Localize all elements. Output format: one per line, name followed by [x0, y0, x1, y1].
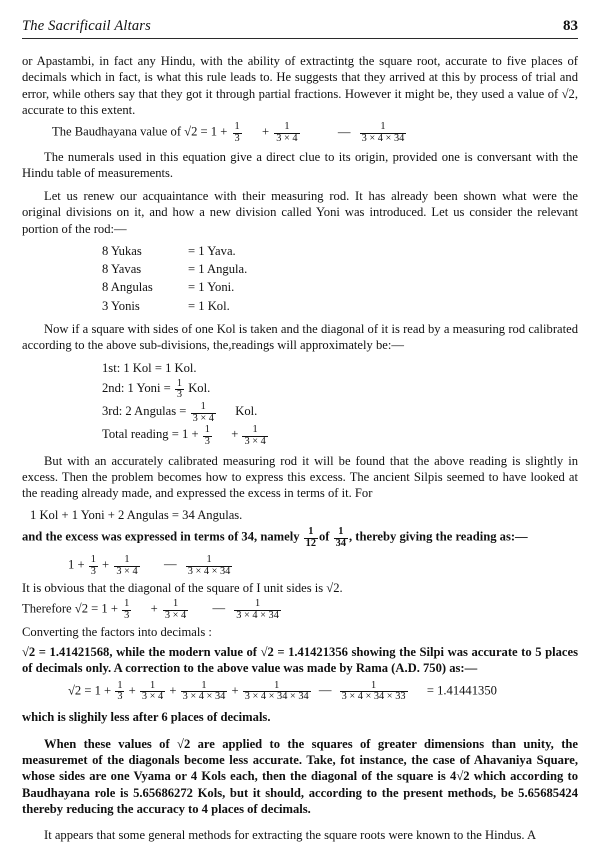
paragraph-1: or Apastambi, in fact any Hindu, with the ability of extractintg the square root, accurate to five places of decimals which in fact, is what this rule leads to. He suggests that they arrived at this by process of trial and error, while others say that they got it through partial fractions. However it might be, they used a value of √2, accurate to this extent.	[22, 54, 578, 118]
table-row	[22, 278, 578, 296]
fraction-one-over-3x4: $\frac{1}{3 \times 4}$	[141, 679, 164, 703]
rod-equivalent: = 1 Yava.	[188, 243, 236, 258]
minus-sign-2: —	[163, 557, 177, 572]
rod-equivalent: = 1 Kol.	[188, 298, 230, 313]
paragraph-15: It appears that some general methods for extracting the square roots were known to the Hindus. A	[44, 828, 537, 843]
paragraph-7: 1 Kol + 1 Yoni + 2 Angulas = 34 Angulas.	[30, 507, 243, 522]
fraction-one-third: $\frac{1}{3}$	[204, 423, 210, 447]
table-row	[22, 297, 578, 315]
fraction-one-over-3x4x34: $\frac{1}{3 \times 4 \times 34}$	[187, 553, 231, 577]
measuring-rod-table	[22, 242, 578, 315]
reading-2-prefix: 2nd: 1 Yoni =	[102, 381, 171, 396]
plus-sign-8: +	[231, 683, 239, 698]
therefore-equation	[22, 599, 578, 622]
reading-3-prefix: 3rd: 2 Angulas =	[102, 404, 187, 419]
reading-expression	[22, 555, 578, 578]
reading-2	[22, 378, 578, 401]
paragraph-8	[22, 527, 578, 550]
excess-text-b: of	[319, 529, 330, 544]
fraction-one-third: $\frac{1}{3}$	[176, 377, 183, 401]
fraction-one-over-3x4: $\frac{1}{3 \times 4}$	[164, 597, 187, 621]
page-number: 83	[563, 18, 578, 34]
page-header	[22, 18, 578, 39]
rama-prefix: √2 = 1 +	[68, 683, 112, 698]
paragraph-6: But with an accurately calibrated measuring rod it will be found that the above reading is slightly in excess. Then the problem becomes how to express this excess. The ancient Silpis seemed to have looked at the reading already made, and expressed the excess in terms of it. For	[22, 453, 578, 501]
fraction-one-third: $\frac{1}{3}$	[124, 597, 130, 621]
fraction-one-over-3x4x34x34: $\frac{1}{3 \times 4 \times 34 \times 34}$	[244, 679, 309, 703]
rod-quantity: 8 Yavas	[102, 262, 142, 277]
paragraph-14: When these values of √2 are applied to the squares of greater dimensions than unity, the measuremet of the diagonals become less accurate. Take, fot instance, the case of Ahavaniya Square, whose sides are one Vyama or 4 Kols each, then the diagonal of the square is 4√2 which according to Baudhayana role is 5.65686272 Kols, but it should, according to the present methods, be 5.65685424 thereby reducing the accuracy to 4 places of decimals.	[22, 736, 578, 817]
rama-result: = 1.41441350	[426, 683, 497, 698]
fraction-one-over-3x4x34: $\frac{1}{3 \times 4 \times 34}$	[182, 679, 226, 703]
fraction-one-over-3x4: $\frac{1}{3 \times 4}$	[192, 400, 214, 424]
paragraph-9: It is obvious that the diagonal of the square of I unit sides is √2.	[22, 581, 343, 596]
paragraph-3: The numerals used in this equation give a direct clue to its origin, provided one is conversant with the Hindu table of measurements.	[22, 150, 578, 181]
minus-sign-4: —	[318, 683, 332, 698]
plus-sign-4: +	[102, 557, 110, 572]
reading-total	[22, 424, 578, 447]
excess-text-c: , thereby giving the reading as:—	[348, 529, 528, 544]
rod-equivalent: = 1 Angula.	[188, 262, 248, 277]
fraction-one-over-3x4x34: $\frac{1}{3 \times 4 \times 34}$	[236, 597, 279, 621]
reading-1: 1st: 1 Kol = 1 Kol.	[102, 360, 197, 375]
minus-sign-1: —	[337, 124, 351, 139]
paragraph-5: Now if a square with sides of one Kol is taken and the diagonal of it is read by a measuring rod calibrated according to the above sub-divisions, the,readings will approximately be:—	[22, 321, 578, 353]
plus-sign-7: +	[169, 683, 177, 698]
rod-quantity: 8 Yukas	[102, 243, 142, 258]
fraction-one-over-3x4: $\frac{1}{3 \times 4}$	[244, 423, 266, 447]
fraction-one-twelfth: $\frac{1}{12}$	[305, 526, 316, 549]
rod-quantity: 3 Yonis	[102, 298, 140, 313]
table-row	[22, 260, 578, 278]
fraction-one-third: $\frac{1}{3}$	[90, 553, 96, 577]
plus-sign-1: +	[261, 124, 270, 139]
fraction-one-third: $\frac{1}{3}$	[117, 679, 123, 703]
plus-sign-6: +	[128, 683, 136, 698]
baudhayana-prefix: The Baudhayana value of √2 = 1 +	[52, 124, 228, 139]
plus-sign-5: +	[150, 601, 158, 616]
fraction-one-over-34: $\frac{1}{34}$	[335, 526, 346, 549]
running-title: The Sacrificail Altars	[22, 18, 151, 34]
minus-sign-3: —	[212, 601, 226, 616]
rod-equivalent: = 1 Yoni.	[188, 280, 235, 295]
rod-quantity: 8 Angulas	[102, 280, 153, 295]
fraction-one-over-3x4x34x33: $\frac{1}{3 \times 4 \times 34 \times 33}$	[341, 679, 406, 703]
plus-sign-3: +	[77, 557, 85, 572]
reading-3-suffix: Kol.	[235, 404, 258, 419]
paragraph-11: Converting the factors into decimals :	[22, 624, 212, 639]
total-reading-prefix: Total reading = 1 +	[102, 427, 199, 442]
readings-list	[22, 358, 578, 448]
paragraph-12: √2 = 1.41421568, while the modern value of √2 = 1.41421356 showing the Silpi was accurate to 5 places of decimals only. A correction to the above value was made by Rama (A.D. 750) as:—	[22, 644, 578, 676]
fraction-one-third: $\frac{1}{3}$	[234, 121, 240, 145]
paragraph-4: Let us renew our acquaintance with their measuring rod. It has already been shown what were the original divisions on it, and how a new division called Yoni was introduced. Let us consider the relevant portion of the rod:—	[22, 188, 578, 236]
therefore-prefix: Therefore √2 = 1 +	[22, 601, 118, 616]
reading-2-suffix: Kol.	[188, 381, 211, 396]
plus-sign-2: +	[231, 427, 239, 442]
fraction-one-over-3x4: $\frac{1}{3 \times 4}$	[116, 553, 138, 577]
table-row	[22, 242, 578, 260]
rama-correction-equation	[22, 681, 578, 704]
excess-text-a: and the excess was expressed in terms of 34, namely	[22, 529, 300, 544]
fraction-one-over-3x4: $\frac{1}{3 \times 4}$	[276, 121, 298, 145]
reading-3	[22, 401, 578, 424]
baudhayana-value-equation	[22, 122, 578, 145]
one-term: 1	[68, 557, 75, 572]
fraction-one-over-3x4x34: $\frac{1}{3 \times 4 \times 34}$	[361, 121, 405, 145]
paragraph-13: which is slighily less after 6 places of decimals.	[22, 710, 271, 725]
